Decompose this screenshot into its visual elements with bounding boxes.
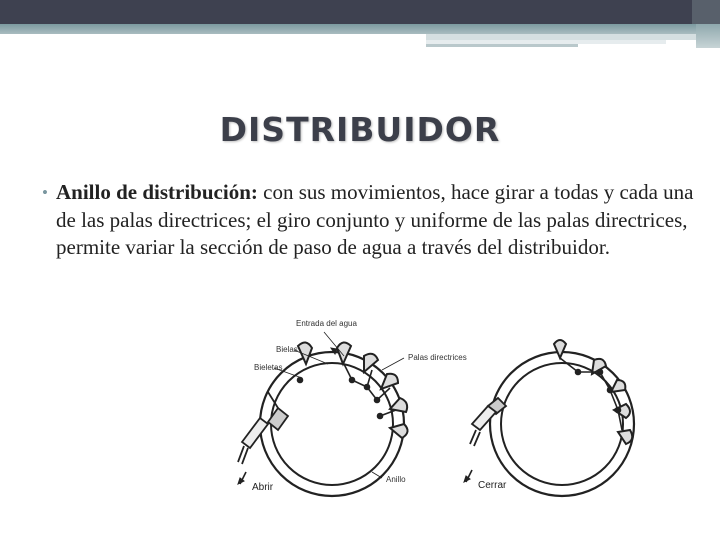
bullet-marker: • xyxy=(42,183,48,202)
header-stripe xyxy=(0,24,720,34)
guide-vanes-left xyxy=(298,342,408,438)
label-anillo: Anillo xyxy=(386,475,406,484)
bullet-text: con sus movimientos, hace girar a todas y cada una de las palas directrices; el giro conjunto y uniforme de las palas directrices, permite variar la sección de paso de agua a través del distribuidor. xyxy=(56,180,694,259)
distributor-diagram xyxy=(232,312,672,502)
closed-position-diagram xyxy=(464,340,634,496)
ring-inner-left xyxy=(271,363,393,485)
bullet-item xyxy=(42,179,696,262)
header-corner-block xyxy=(696,24,720,48)
ring-outer-right xyxy=(490,352,634,496)
open-position-diagram xyxy=(238,332,408,496)
slide-title: DISTRIBUIDOR xyxy=(219,110,501,149)
label-palas-directrices: Palas directrices xyxy=(408,353,467,362)
header-stripe-thin xyxy=(426,44,578,47)
guide-vanes-right xyxy=(554,340,632,444)
linkages-right xyxy=(560,358,622,430)
top-bar-accent xyxy=(692,0,720,24)
label-cerrar: Cerrar xyxy=(478,480,507,491)
top-bar xyxy=(0,0,720,24)
label-water-inlet: Entrada del agua xyxy=(296,319,357,328)
label-bieletas: Bieletas xyxy=(254,363,283,372)
bullet-heading: Anillo de distribución: xyxy=(56,180,258,204)
label-bielas: Bielas xyxy=(276,345,298,354)
label-abrir: Abrir xyxy=(252,482,274,493)
